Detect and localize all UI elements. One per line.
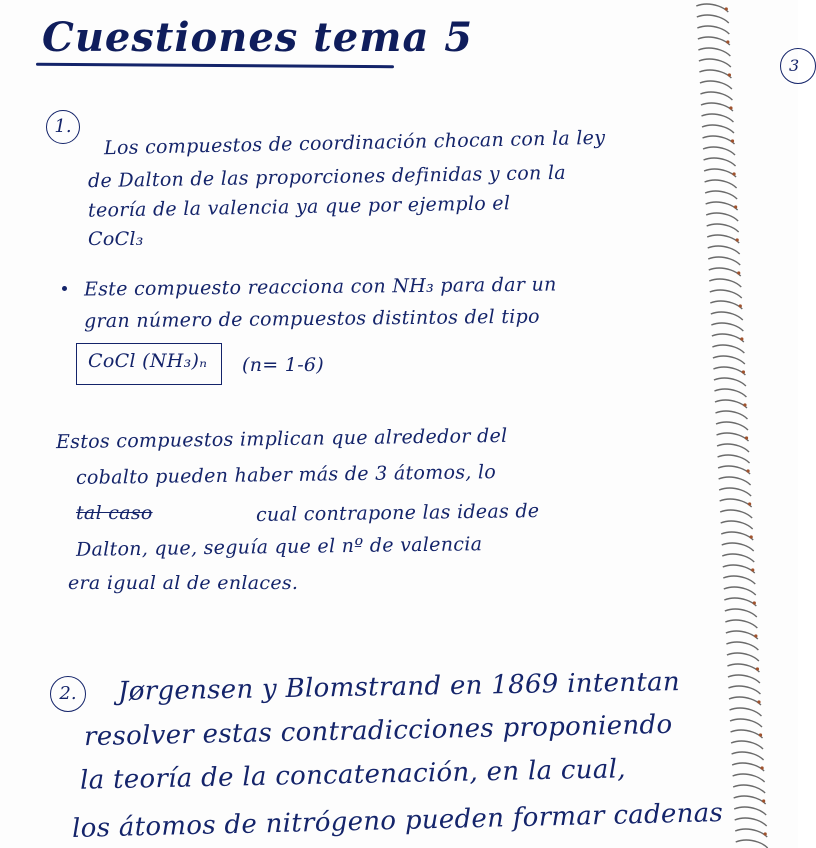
spiral-coil [698, 37, 730, 45]
spiral-coil [731, 730, 763, 738]
spiral-coil [706, 202, 738, 210]
spiral-coil [707, 224, 739, 232]
spiral-coil [703, 136, 735, 144]
spiral-coil [713, 367, 745, 375]
spiral-coil [718, 455, 750, 463]
q1-explanation-line-2: cobalto pueden haber más de 3 átomos, lo [75, 461, 497, 489]
q1-explanation-line-5: era igual al de enlaces. [68, 572, 299, 594]
spiral-coil [709, 279, 741, 287]
spiral-coil [724, 587, 756, 595]
spiral-binding [688, 0, 788, 848]
spiral-coil [715, 400, 747, 408]
struck-out-text: tal caso [76, 502, 153, 524]
question-1-number: 1. [46, 110, 80, 144]
spiral-coil [735, 818, 767, 826]
spiral-coil [726, 642, 758, 650]
spiral-coil [712, 345, 744, 353]
spiral-coil [696, 4, 728, 12]
spiral-coil [711, 312, 743, 320]
q1-line-1: Los compuestos de coordinación chocan con la ley [103, 126, 606, 160]
spiral-rust-dot [739, 304, 742, 307]
spiral-rust-dot [760, 766, 763, 769]
q1-explanation-line-3: cual contrapone las ideas de [255, 500, 540, 526]
spiral-coil [698, 48, 730, 56]
spiral-coil [699, 70, 731, 78]
spiral-rust-dot [759, 733, 762, 736]
spiral-coil [728, 686, 760, 694]
spiral-coil [697, 26, 729, 34]
spiral-coil [704, 158, 736, 166]
spiral-rust-dot [751, 568, 754, 571]
spiral-coil [705, 180, 737, 188]
spiral-coil [708, 246, 740, 254]
spiral-coil [716, 422, 748, 430]
spiral-coil [714, 389, 746, 397]
spiral-coil [697, 15, 729, 23]
spiral-rust-dot [754, 634, 757, 637]
spiral-rust-dot [731, 139, 734, 142]
spiral-coil [730, 719, 762, 727]
spiral-rust-dot [740, 337, 743, 340]
spiral-rust-dot [757, 700, 760, 703]
spiral-coil [717, 444, 749, 452]
formula-text: CoCl (NH₃)ₙ [88, 350, 208, 372]
spiral-coil [702, 125, 734, 133]
spiral-rust-dot [753, 601, 756, 604]
q1-bullet-line-1: Este compuesto reacciona con NH₃ para dar un [83, 273, 557, 301]
spiral-coil [726, 631, 758, 639]
spiral-coil [701, 114, 733, 122]
formula-range: (n= 1-6) [242, 354, 325, 376]
spiral-rust-dot [734, 205, 737, 208]
spiral-coil [710, 301, 742, 309]
spiral-coil [711, 323, 743, 331]
spiral-coil [703, 147, 735, 155]
spiral-coil [733, 774, 765, 782]
spiral-coil [714, 378, 746, 386]
spiral-rust-dot [743, 403, 746, 406]
spiral-coil [721, 532, 753, 540]
spiral-coil [732, 763, 764, 771]
spiral-coil [722, 554, 754, 562]
spiral-coil [727, 653, 759, 661]
spiral-coil [708, 257, 740, 265]
spiral-coil [729, 697, 761, 705]
spiral-rust-dot [725, 7, 728, 10]
spiral-coil [709, 268, 741, 276]
spiral-rust-dot [728, 73, 731, 76]
q1-explanation-line-4: Dalton, que, seguía que el nº de valencia [75, 533, 483, 561]
spiral-coil [721, 521, 753, 529]
spiral-coil [723, 576, 755, 584]
spiral-coil [700, 92, 732, 100]
question-2-number: 2. [50, 676, 86, 712]
title-underline [36, 63, 394, 68]
spiral-rust-dot [729, 106, 732, 109]
spiral-coil [724, 598, 756, 606]
page-title: Cuestiones tema 5 [42, 14, 474, 61]
spiral-coil [729, 708, 761, 716]
spiral-coil [733, 785, 765, 793]
spiral-coil [718, 466, 750, 474]
spiral-coil [736, 840, 768, 848]
bullet-point [62, 286, 67, 291]
next-page-question-number: 3 [780, 48, 816, 84]
spiral-rust-dot [764, 832, 767, 835]
spiral-coil [719, 477, 751, 485]
spiral-coil [715, 411, 747, 419]
spiral-rust-dot [732, 172, 735, 175]
spiral-rust-dot [748, 502, 751, 505]
spiral-coil [734, 796, 766, 804]
spiral-coil [704, 169, 736, 177]
spiral-coil [725, 609, 757, 617]
q1-line-3: teoría de la valencia ya que por ejemplo el [87, 192, 511, 222]
spiral-coil [713, 356, 745, 364]
spiral-coil [735, 829, 767, 837]
q1-explanation-line-1: Estos compuestos implican que alrededor del [55, 424, 508, 454]
spiral-coil [699, 59, 731, 67]
spiral-coil [710, 290, 742, 298]
q2-line-2: resolver estas contradicciones proponiendo [83, 709, 673, 753]
spiral-coil [719, 488, 751, 496]
q1-bullet-line-2: gran número de compuestos distintos del tipo [83, 305, 540, 333]
spiral-coil [722, 543, 754, 551]
spiral-coil [731, 741, 763, 749]
spiral-coil [707, 235, 739, 243]
spiral-coil [701, 103, 733, 111]
spiral-coil [712, 334, 744, 342]
spiral-rust-dot [756, 667, 759, 670]
q2-line-3: la teoría de la concatenación, en la cual, [79, 754, 627, 796]
spiral-coil [700, 81, 732, 89]
spiral-coil [732, 752, 764, 760]
spiral-rust-dot [726, 40, 729, 43]
spiral-rust-dot [750, 535, 753, 538]
q2-line-4: los átomos de nitrógeno pueden formar cadenas [71, 798, 724, 844]
spiral-coil [728, 675, 760, 683]
spiral-coil [705, 191, 737, 199]
spiral-coil [723, 565, 755, 573]
spiral-rust-dot [736, 238, 739, 241]
spiral-coil [706, 213, 738, 221]
spiral-coil [725, 620, 757, 628]
spiral-coil [727, 664, 759, 672]
spiral-coil [720, 499, 752, 507]
spiral-coil [717, 433, 749, 441]
spiral-rust-dot [745, 436, 748, 439]
spiral-coil [720, 510, 752, 518]
q2-line-1: Jørgensen y Blomstrand en 1869 intentan [117, 667, 681, 707]
spiral-rust-dot [737, 271, 740, 274]
spiral-rust-dot [742, 370, 745, 373]
spiral-rust-dot [746, 469, 749, 472]
q1-line-2: de Dalton de las proporciones definidas y con la [87, 161, 567, 193]
spiral-rust-dot [762, 799, 765, 802]
q1-line-4: CoCl₃ [88, 228, 144, 250]
spiral-coil [734, 807, 766, 815]
